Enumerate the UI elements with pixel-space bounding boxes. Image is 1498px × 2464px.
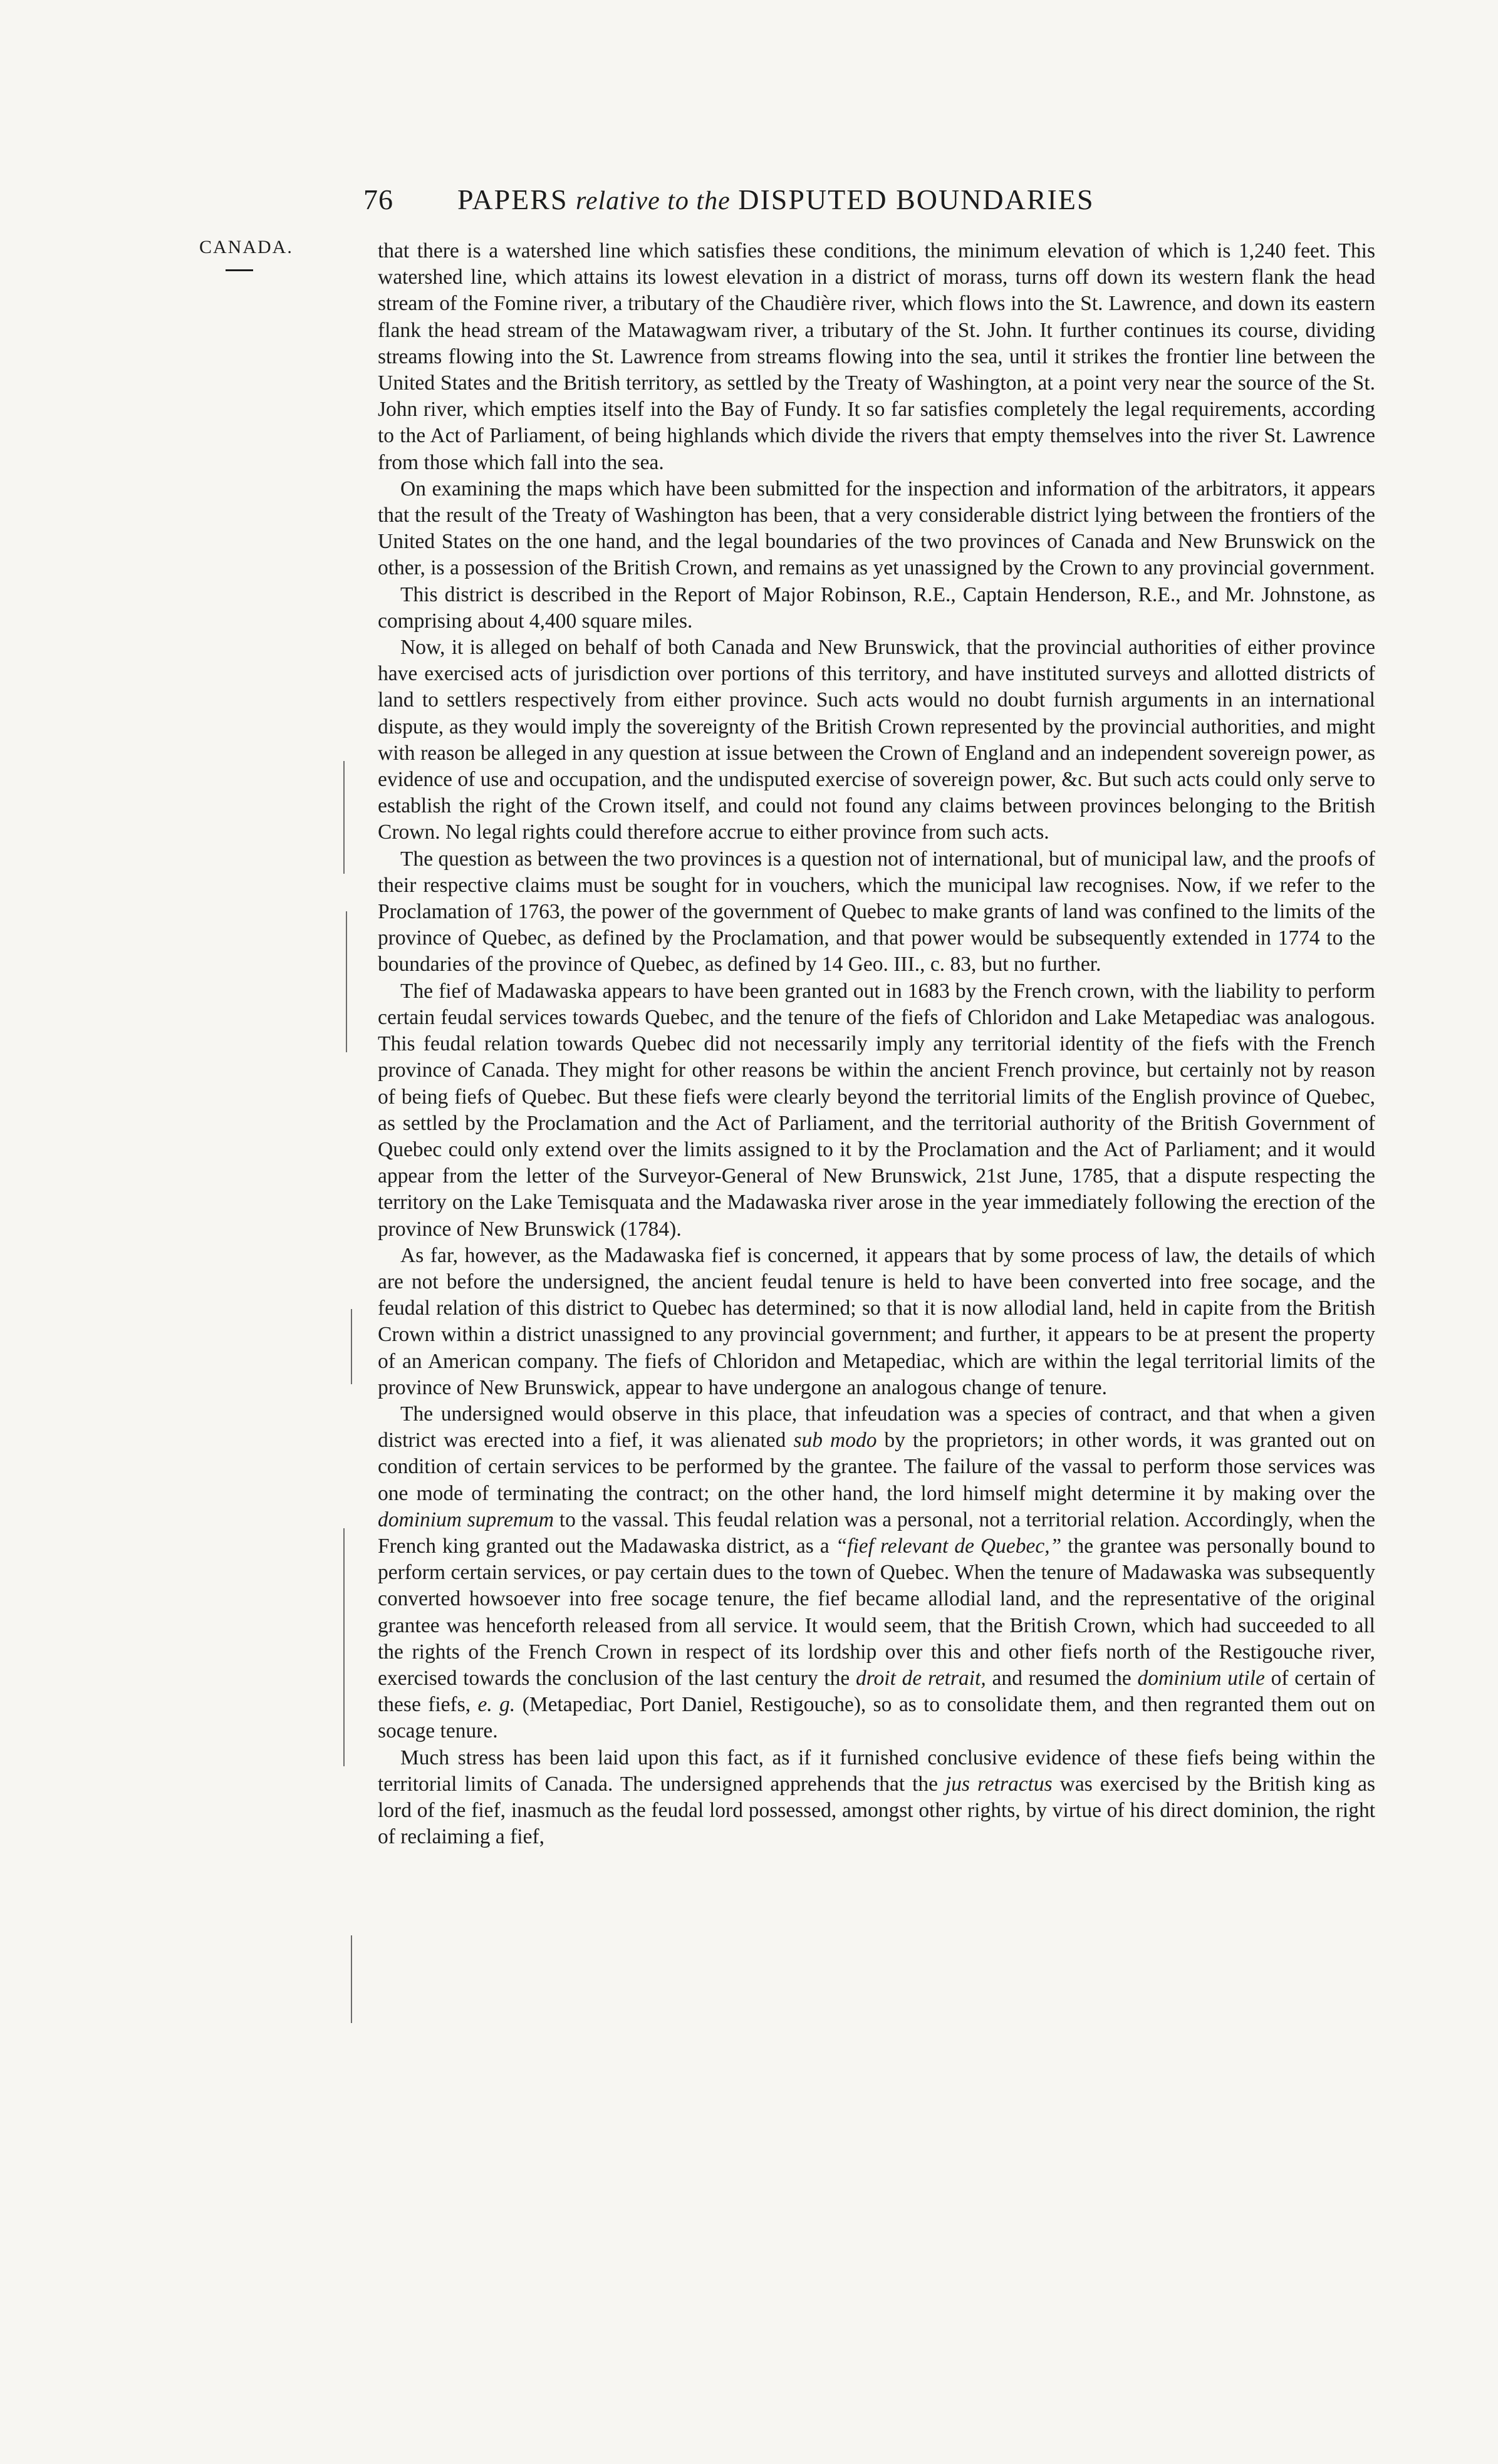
page-number: 76 bbox=[363, 184, 393, 215]
text-run: Much stress has been laid upon this fact, as if it furnished conclusive evidence of these fiefs being within the territorial limits of Canada. The undersigned apprehends that the bbox=[378, 1746, 1375, 1796]
text-run: the grantee was personally bound to perform certain services, or pay certain dues to the town of Quebec. When the tenure of Madawaska was subsequently converted howsoever into free socage tenure, the fief became allodial land, and the representative of the original grantee was henceforth released from all service. It would seem, that the British Crown, which had succeeded to all the rights of the French Crown in respect of its lordship over this and other fiefs north of the Restigouche river, exercised towards the conclusion of the last century the bbox=[378, 1534, 1375, 1690]
paragraph bbox=[378, 238, 1375, 476]
paragraph bbox=[378, 1401, 1375, 1745]
text-run: On examining the maps which have been submitted for the inspection and information of the arbitrators, it appears that the result of the Treaty of Washington has been, that a very considerable district lying between the frontiers of the United States on the one hand, and the legal boundaries of the two provinces of Canada and New Brunswick on the other, is a possession of the British Crown, and remains as yet unassigned by the Crown to any provincial government. bbox=[378, 477, 1375, 580]
paragraph bbox=[378, 1745, 1375, 1851]
paragraph bbox=[378, 846, 1375, 978]
text-run: This district is described in the Report of Major Robinson, R.E., Captain Henderson, R.E., and Mr. Johnstone, as comprising about 4,400 square miles. bbox=[378, 582, 1375, 633]
italic-phrase: e. g. bbox=[477, 1693, 516, 1717]
margin-rule bbox=[226, 269, 253, 271]
italic-phrase: dominium utile bbox=[1137, 1666, 1265, 1690]
text-run: and resumed the bbox=[986, 1666, 1138, 1690]
text-run: by the proprietors; in other words, it was granted out on condition of certain services to be performed by the grantee. The failure of the vassal to perform those services was one mode of terminating the contract; on the other hand, the lord himself might determine it by making over the bbox=[378, 1429, 1375, 1505]
margin-pencil-mark bbox=[351, 1309, 352, 1384]
running-title-relative: relative to the bbox=[576, 187, 731, 215]
running-title-part-1: PAPERS bbox=[457, 184, 568, 215]
italic-phrase: dominium supremum bbox=[378, 1508, 554, 1531]
text-run: The question as between the two provinces is a question not of international, but of municipal law, and the proofs of their respective claims must be sought for in vouchers, which the municipal law recognises. Now, if we refer to the Proclamation of 1763, the power of the government of Quebec to make grants of land was confined to the limits of the province of Quebec, as defined by the Proclamation, and that power would be subsequently extended in 1774 to the boundaries of the province of Quebec, as defined by 14 Geo. III., c. 83, but no further. bbox=[378, 847, 1375, 976]
italic-phrase: “fief relevant de Quebec,” bbox=[835, 1534, 1062, 1558]
text-run: Now, it is alleged on behalf of both Canada and New Brunswick, that the provincial authorities of either province have exercised acts of jurisdiction over portions of this territory, and have instituted surveys and allotted districts of land to settlers respectively from either province. Such acts would no doubt furnish arguments in an international dispute, as they would imply the sovereignty of the British Crown represented by the provincial authorities, and might with reason be alleged in any question at issue between the Crown of England and an independent sovereign power, as evidence of use and occupation, and the undisputed exercise of sovereign power, &c. But such acts could only serve to establish the right of the Crown itself, and could not found any claims between provinces belonging to the British Crown. No legal rights could therefore accrue to either province from such acts. bbox=[378, 636, 1375, 844]
text-run: was exercised by the British king as lord of the fief, inasmuch as the feudal lord possessed, amongst other rights, by virtue of his direct dominion, the right of reclaiming a fief, bbox=[378, 1772, 1375, 1849]
margin-pencil-mark bbox=[343, 761, 345, 874]
italic-phrase: jus retractus bbox=[945, 1772, 1053, 1796]
text-run: The fief of Madawaska appears to have been granted out in 1683 by the French crown, with the liability to perform certain feudal services towards Quebec, and the tenure of the fiefs of Chloridon and Lake Metapediac was analogous. This feudal relation towards Quebec did not necessarily imply any territorial identity of the fiefs with the French province of Canada. They might for other reasons be within the ancient French province, but certainly not by reason of being fiefs of Quebec. But these fiefs were clearly beyond the territorial limits of the English province of Quebec, as settled by the Proclamation and the Act of Parliament, and the territorial authority of the British Government of Quebec could only extend over the limits assigned to it by the Proclamation and the Act of Parliament; and it would appear from the letter of the Surveyor-General of New Brunswick, 21st June, 1785, that a dispute respecting the territory on the Lake Temisquata and the Madawaska river arose in the year immediately following the erection of the province of New Brunswick (1784). bbox=[378, 979, 1375, 1241]
margin-pencil-mark bbox=[351, 1935, 352, 2023]
text-run: that there is a watershed line which satisfies these conditions, the minimum elevation of which is 1,240 feet. This watershed line, which attains its lowest elevation in a district of morass, turns off down its western flank the head stream of the Fomine river, a tributary of the Chaudière river, which flows into the St. Lawrence, and down its eastern flank the head stream of the Matawagwam river, a tributary of the St. John. It further continues its course, dividing streams flowing into the St. Lawrence from streams flowing into the sea, until it strikes the frontier line between the United States and the British territory, as settled by the Treaty of Washington, at a point very near the source of the St. John river, which empties itself into the Bay of Fundy. It so far satisfies completely the legal requirements, according to the Act of Parliament, of being highlands which divide the rivers that empty themselves into the river St. Lawrence from those which fall into the sea. bbox=[378, 239, 1375, 474]
margin-pencil-mark bbox=[343, 1528, 345, 1766]
running-title bbox=[457, 183, 1095, 216]
running-title-part-2: DISPUTED BOUNDARIES bbox=[738, 184, 1095, 215]
italic-phrase: droit de retrait, bbox=[856, 1666, 986, 1690]
body-text bbox=[378, 238, 1375, 1850]
margin-pencil-mark bbox=[346, 911, 347, 1052]
paragraph bbox=[378, 978, 1375, 1243]
paragraph bbox=[378, 1243, 1375, 1401]
text-run: of certain of these fiefs, bbox=[378, 1666, 1375, 1717]
text-run: As far, however, as the Madawaska fief is concerned, it appears that by some process of law, the details of which are not before the undersigned, the ancient feudal tenure is held to have been converted into free socage, and the feudal relation of this district to Quebec has determined; so that it is now allodial land, held in capite from the British Crown within a district unassigned to any provincial government; and further, it appears to be at present the property of an American company. The fiefs of Chloridon and Metapediac, which are within the legal territorial limits of the province of New Brunswick, appear to have undergone an analogous change of tenure. bbox=[378, 1243, 1375, 1399]
text-run: (Metapediac, Port Daniel, Restigouche), so as to consolidate them, and then regranted them out on socage tenure. bbox=[378, 1693, 1375, 1743]
italic-phrase: sub modo bbox=[793, 1429, 877, 1452]
page-header bbox=[363, 183, 1316, 216]
text-run: The undersigned would observe in this place, that infeudation was a species of contract, and that when a given district was erected into a fief, it was alienated bbox=[378, 1402, 1375, 1452]
paragraph bbox=[378, 634, 1375, 846]
paragraph bbox=[378, 582, 1375, 634]
margin-label-canada: CANADA. bbox=[199, 237, 293, 257]
paragraph bbox=[378, 476, 1375, 582]
text-run: to the vassal. This feudal relation was a personal, not a territorial relation. Accordingly, when the French king granted out the Madawaska district, as a bbox=[378, 1508, 1375, 1558]
